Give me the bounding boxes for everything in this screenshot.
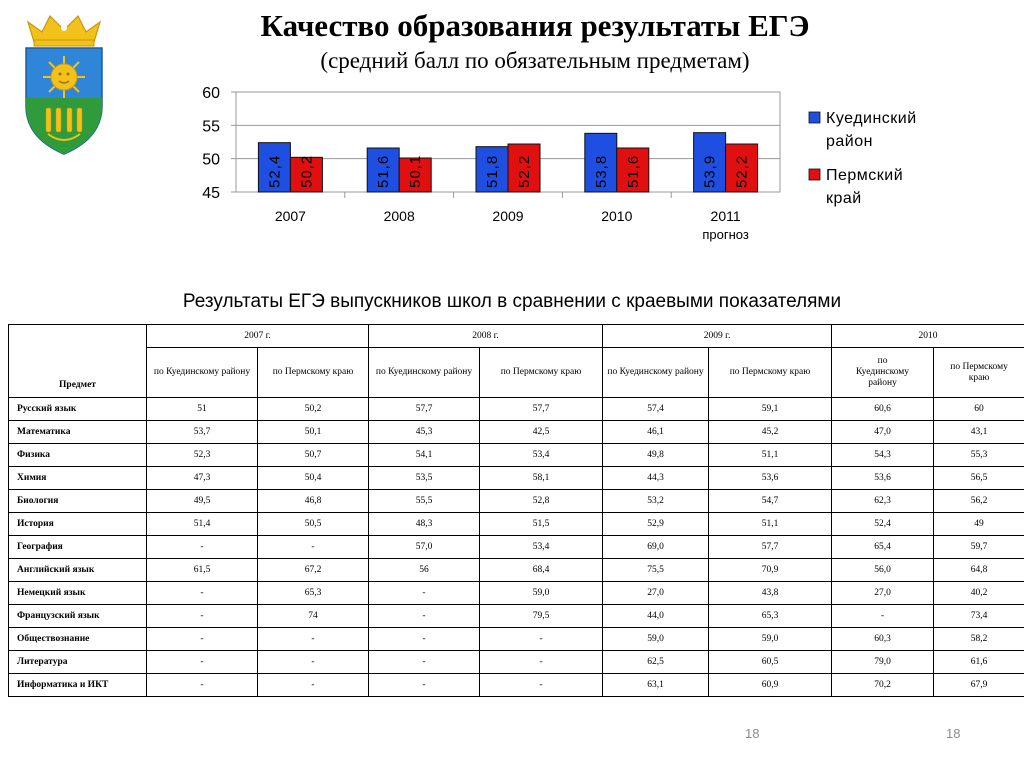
value-cell: 59,1 — [709, 398, 832, 421]
value-cell: 45,2 — [709, 421, 832, 444]
table-row — [9, 398, 1024, 421]
value-cell: 51,1 — [709, 444, 832, 467]
subject-header: Предмет — [9, 325, 147, 398]
value-cell: 40,2 — [934, 582, 1024, 605]
year-header: 2008 г. — [369, 325, 603, 348]
table-row — [9, 536, 1024, 559]
value-cell: 67,2 — [258, 559, 369, 582]
data-label: 51,6 — [375, 154, 393, 188]
value-cell: 60,9 — [709, 674, 832, 697]
region-header: по Куединскому району — [603, 348, 709, 398]
value-cell: 27,0 — [832, 582, 934, 605]
value-cell: 65,3 — [709, 605, 832, 628]
region-header: по Пермскому краю — [934, 348, 1024, 398]
legend-label: район — [826, 133, 873, 150]
value-cell: 50,4 — [258, 467, 369, 490]
subject-cell: Математика — [9, 421, 147, 444]
value-cell: 44,0 — [603, 605, 709, 628]
x-tick-label: 2010 — [601, 208, 633, 224]
value-cell: - — [258, 628, 369, 651]
region-header: по Куединскому району — [832, 348, 934, 398]
value-cell: 54,1 — [369, 444, 480, 467]
x-tick-label: 2007 — [274, 208, 306, 224]
table-row — [9, 651, 1024, 674]
value-cell: 57,0 — [369, 536, 480, 559]
value-cell: 27,0 — [603, 582, 709, 605]
value-cell: - — [258, 651, 369, 674]
value-cell: 69,0 — [603, 536, 709, 559]
value-cell: 46,1 — [603, 421, 709, 444]
value-cell: 47,0 — [832, 421, 934, 444]
table-row — [9, 674, 1024, 697]
value-cell: 53,6 — [709, 467, 832, 490]
data-label: 51,8 — [484, 154, 501, 188]
value-cell: 50,1 — [258, 421, 369, 444]
value-cell: - — [147, 628, 258, 651]
value-cell: 59,0 — [603, 628, 709, 651]
subject-cell: Обществознание — [9, 628, 147, 651]
value-cell: 65,4 — [832, 536, 934, 559]
value-cell: 61,6 — [934, 651, 1024, 674]
value-cell: 65,3 — [258, 582, 369, 605]
value-cell: - — [258, 536, 369, 559]
subject-cell: Литература — [9, 651, 147, 674]
value-cell: 55,5 — [369, 490, 480, 513]
value-cell: 61,5 — [147, 559, 258, 582]
year-header: 2009 г. — [603, 325, 832, 348]
table-row — [9, 444, 1024, 467]
value-cell: 64,8 — [934, 559, 1024, 582]
table-row — [9, 421, 1024, 444]
value-cell: 56 — [369, 559, 480, 582]
table-row — [9, 605, 1024, 628]
value-cell: 45,3 — [369, 421, 480, 444]
subject-cell: Английский язык — [9, 559, 147, 582]
page-title: Качество образования результаты ЕГЭ — [260, 8, 810, 43]
value-cell: - — [369, 674, 480, 697]
value-cell: 75,5 — [603, 559, 709, 582]
y-tick-label: 50 — [202, 151, 220, 169]
coat-of-arms-icon — [22, 14, 106, 156]
legend-label: край — [826, 190, 862, 207]
value-cell: 67,9 — [934, 674, 1024, 697]
table-row — [9, 628, 1024, 651]
subject-cell: Физика — [9, 444, 147, 467]
value-cell: 48,3 — [369, 513, 480, 536]
subject-cell: География — [9, 536, 147, 559]
value-cell: - — [480, 628, 603, 651]
table-row — [9, 582, 1024, 605]
value-cell: 62,3 — [832, 490, 934, 513]
value-cell: 46,8 — [258, 490, 369, 513]
value-cell: 54,7 — [709, 490, 832, 513]
value-cell: 79,0 — [832, 651, 934, 674]
value-cell: 49 — [934, 513, 1024, 536]
value-cell: 58,2 — [934, 628, 1024, 651]
x-tick-sublabel: прогноз — [702, 227, 749, 242]
value-cell: 47,3 — [147, 467, 258, 490]
value-cell: 52,8 — [480, 490, 603, 513]
y-tick-label: 60 — [202, 85, 220, 102]
value-cell: 50,5 — [258, 513, 369, 536]
value-cell: - — [832, 605, 934, 628]
value-cell: - — [480, 674, 603, 697]
value-cell: - — [258, 674, 369, 697]
value-cell: 56,5 — [934, 467, 1024, 490]
value-cell: 60 — [934, 398, 1024, 421]
value-cell: 51 — [147, 398, 258, 421]
value-cell: 44,3 — [603, 467, 709, 490]
value-cell: - — [147, 674, 258, 697]
data-label: 52,4 — [266, 154, 284, 188]
data-label: 52,2 — [516, 154, 533, 188]
year-header: 2010 — [832, 325, 1024, 348]
value-cell: 56,2 — [934, 490, 1024, 513]
y-tick-label: 55 — [202, 118, 220, 136]
value-cell: - — [369, 605, 480, 628]
subject-cell: Немецкий язык — [9, 582, 147, 605]
region-header: по Пермскому краю — [258, 348, 369, 398]
value-cell: 55,3 — [934, 444, 1024, 467]
value-cell: 59,0 — [480, 582, 603, 605]
region-header: по Куединскому району — [147, 348, 258, 398]
value-cell: 53,4 — [480, 536, 603, 559]
value-cell: 70,2 — [832, 674, 934, 697]
data-label: 52,2 — [733, 154, 751, 188]
page-number: 18 — [946, 726, 961, 741]
table-row — [9, 490, 1024, 513]
value-cell: 49,8 — [603, 444, 709, 467]
value-cell: 57,4 — [603, 398, 709, 421]
value-cell: 53,2 — [603, 490, 709, 513]
table-row — [9, 559, 1024, 582]
region-header: по Куединскому району — [369, 348, 480, 398]
page-subtitle: (средний балл по обязательным предметам) — [320, 48, 750, 73]
value-cell: 60,6 — [832, 398, 934, 421]
value-cell: 68,4 — [480, 559, 603, 582]
value-cell: 60,5 — [709, 651, 832, 674]
value-cell: - — [480, 651, 603, 674]
data-label: 51,6 — [624, 154, 642, 188]
value-cell: 43,8 — [709, 582, 832, 605]
page-number: 18 — [745, 726, 760, 741]
subject-cell: Французский язык — [9, 605, 147, 628]
region-header: по Пермскому краю — [709, 348, 832, 398]
table-row — [9, 467, 1024, 490]
value-cell: 58,1 — [480, 467, 603, 490]
y-tick-label: 45 — [202, 185, 220, 202]
value-cell: 42,5 — [480, 421, 603, 444]
value-cell: 57,7 — [709, 536, 832, 559]
value-cell: 57,7 — [480, 398, 603, 421]
subject-cell: Биология — [9, 490, 147, 513]
subject-cell: Информатика и ИКТ — [9, 674, 147, 697]
value-cell: - — [369, 651, 480, 674]
bar-chart — [186, 78, 976, 258]
data-label: 50,1 — [407, 154, 425, 188]
value-cell: 51,4 — [147, 513, 258, 536]
value-cell: 57,7 — [369, 398, 480, 421]
x-tick-label: 2011 — [710, 208, 741, 224]
value-cell: 53,6 — [832, 467, 934, 490]
value-cell: 51,1 — [709, 513, 832, 536]
value-cell: 52,4 — [832, 513, 934, 536]
x-tick-label: 2009 — [492, 208, 524, 224]
results-table — [8, 324, 1024, 697]
value-cell: 50,2 — [258, 398, 369, 421]
x-tick-label: 2008 — [383, 208, 415, 224]
legend-label: Куединский — [826, 110, 917, 127]
value-cell: 70,9 — [709, 559, 832, 582]
region-header: по Пермскому краю — [480, 348, 603, 398]
value-cell: 53,4 — [480, 444, 603, 467]
legend-label: Пермский — [826, 167, 904, 184]
value-cell: 59,7 — [934, 536, 1024, 559]
table-header-regions — [9, 348, 1024, 398]
value-cell: 73,4 — [934, 605, 1024, 628]
value-cell: 53,7 — [147, 421, 258, 444]
value-cell: - — [147, 651, 258, 674]
value-cell: 43,1 — [934, 421, 1024, 444]
value-cell: 49,5 — [147, 490, 258, 513]
value-cell: 74 — [258, 605, 369, 628]
table-header-years — [9, 325, 1024, 348]
data-label: 53,8 — [592, 154, 610, 188]
value-cell: 53,5 — [369, 467, 480, 490]
value-cell: - — [147, 536, 258, 559]
value-cell: 63,1 — [603, 674, 709, 697]
subject-cell: История — [9, 513, 147, 536]
value-cell: 62,5 — [603, 651, 709, 674]
legend-swatch — [809, 112, 820, 123]
value-cell: 52,9 — [603, 513, 709, 536]
year-header: 2007 г. — [147, 325, 369, 348]
table-row — [9, 513, 1024, 536]
value-cell: 79,5 — [480, 605, 603, 628]
subject-cell: Русский язык — [9, 398, 147, 421]
value-cell: - — [147, 605, 258, 628]
data-label: 53,9 — [701, 154, 719, 188]
value-cell: 56,0 — [832, 559, 934, 582]
legend-swatch — [809, 169, 820, 180]
data-label: 50,2 — [298, 154, 316, 188]
value-cell: 52,3 — [147, 444, 258, 467]
value-cell: - — [369, 628, 480, 651]
value-cell: 59,0 — [709, 628, 832, 651]
value-cell: - — [369, 582, 480, 605]
table-title: Результаты ЕГЭ выпускников школ в сравнении с краевыми показателями — [182, 291, 842, 312]
subject-cell: Химия — [9, 467, 147, 490]
value-cell: 54,3 — [832, 444, 934, 467]
value-cell: 51,5 — [480, 513, 603, 536]
value-cell: 50,7 — [258, 444, 369, 467]
value-cell: 60,3 — [832, 628, 934, 651]
value-cell: - — [147, 582, 258, 605]
